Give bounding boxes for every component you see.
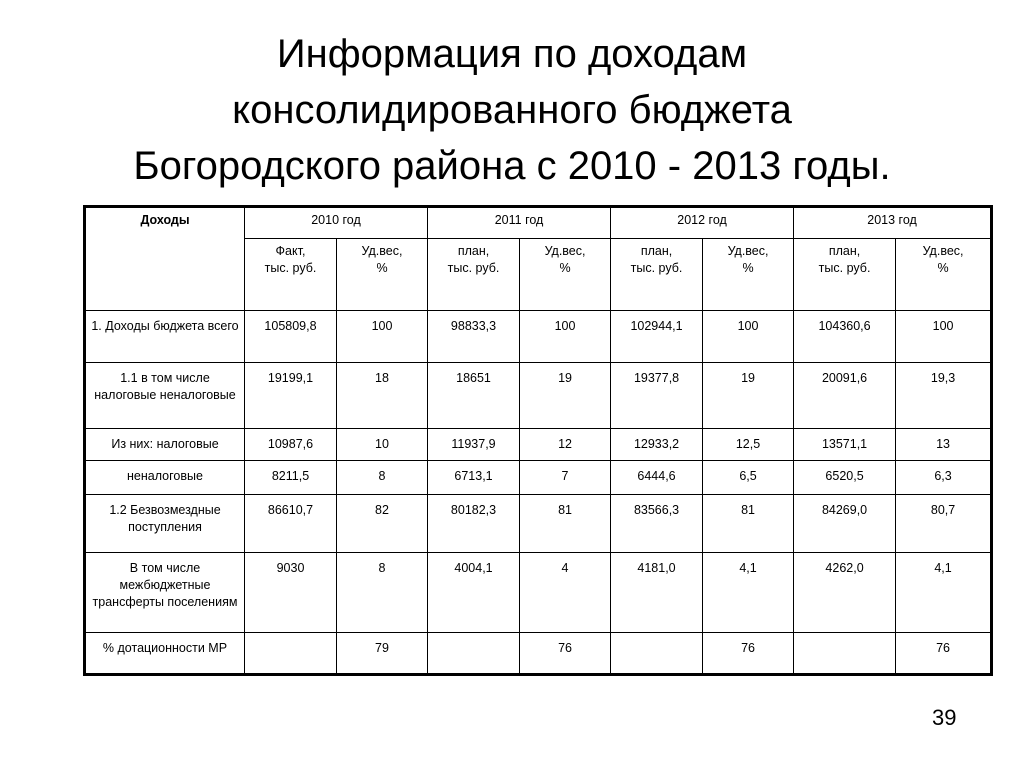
subheader-cell: Уд.вес, %: [896, 239, 992, 311]
value-cell: 6520,5: [794, 461, 896, 495]
value-cell: [794, 633, 896, 675]
subheader-cell: план, тыс. руб.: [611, 239, 703, 311]
value-cell: [611, 633, 703, 675]
title-line-2: консолидированного бюджета: [232, 88, 792, 132]
value-cell: 10987,6: [245, 429, 337, 461]
row-label: 1.2 Безвозмездные поступления: [85, 495, 245, 553]
income-table: [83, 205, 993, 676]
subheader-cell: Факт, тыс. руб.: [245, 239, 337, 311]
value-cell: 4: [520, 553, 611, 633]
value-cell: 19,3: [896, 363, 992, 429]
table-row: [85, 495, 992, 553]
table-row: [85, 429, 992, 461]
value-cell: 76: [520, 633, 611, 675]
value-cell: 81: [520, 495, 611, 553]
value-cell: 19377,8: [611, 363, 703, 429]
value-cell: 8: [337, 461, 428, 495]
value-cell: 105809,8: [245, 311, 337, 363]
value-cell: [245, 633, 337, 675]
row-label: 1. Доходы бюджета всего: [85, 311, 245, 363]
table-row: [85, 461, 992, 495]
value-cell: 10: [337, 429, 428, 461]
subheader-cell: план, тыс. руб.: [428, 239, 520, 311]
value-cell: 82: [337, 495, 428, 553]
value-cell: 11937,9: [428, 429, 520, 461]
value-cell: 13571,1: [794, 429, 896, 461]
value-cell: 4181,0: [611, 553, 703, 633]
value-cell: 4,1: [703, 553, 794, 633]
value-cell: 4004,1: [428, 553, 520, 633]
value-cell: 7: [520, 461, 611, 495]
value-cell: 100: [703, 311, 794, 363]
value-cell: 12933,2: [611, 429, 703, 461]
header-year: 2011 год: [428, 207, 611, 239]
value-cell: 6713,1: [428, 461, 520, 495]
subheader-cell: план, тыс. руб.: [794, 239, 896, 311]
value-cell: 12,5: [703, 429, 794, 461]
value-cell: 4,1: [896, 553, 992, 633]
value-cell: 84269,0: [794, 495, 896, 553]
value-cell: 83566,3: [611, 495, 703, 553]
value-cell: 86610,7: [245, 495, 337, 553]
value-cell: 6,3: [896, 461, 992, 495]
value-cell: 81: [703, 495, 794, 553]
title-line-1: Информация по доходам: [276, 32, 748, 76]
row-label: 1.1 в том числе налоговые неналоговые: [85, 363, 245, 429]
subheader-cell: Уд.вес, %: [337, 239, 428, 311]
row-label: В том числе межбюджетные трансферты поселениям: [85, 553, 245, 633]
subheader-cell: Уд.вес, %: [520, 239, 611, 311]
value-cell: 98833,3: [428, 311, 520, 363]
header-year: 2010 год: [245, 207, 428, 239]
table-row: [85, 311, 992, 363]
value-cell: 18651: [428, 363, 520, 429]
value-cell: 80,7: [896, 495, 992, 553]
row-label: % дотационности МР: [85, 633, 245, 675]
table-row: [85, 363, 992, 429]
value-cell: 8: [337, 553, 428, 633]
header-income: Доходы: [85, 207, 245, 311]
value-cell: 19: [520, 363, 611, 429]
value-cell: 100: [337, 311, 428, 363]
value-cell: 19: [703, 363, 794, 429]
value-cell: 13: [896, 429, 992, 461]
value-cell: 20091,6: [794, 363, 896, 429]
value-cell: 79: [337, 633, 428, 675]
page-number: 39: [932, 705, 957, 730]
value-cell: 100: [520, 311, 611, 363]
title-line-3: Богородского района с 2010 - 2013 годы.: [133, 144, 891, 188]
header-year: 2012 год: [611, 207, 794, 239]
value-cell: 6,5: [703, 461, 794, 495]
row-label: Из них: налоговые: [85, 429, 245, 461]
value-cell: 104360,6: [794, 311, 896, 363]
value-cell: 4262,0: [794, 553, 896, 633]
year-header-row: [85, 207, 992, 239]
value-cell: 8211,5: [245, 461, 337, 495]
value-cell: 100: [896, 311, 992, 363]
value-cell: 19199,1: [245, 363, 337, 429]
subheader-cell: Уд.вес, %: [703, 239, 794, 311]
value-cell: 102944,1: [611, 311, 703, 363]
slide-title: [0, 26, 1024, 194]
value-cell: 12: [520, 429, 611, 461]
value-cell: 76: [703, 633, 794, 675]
table-body: [85, 311, 992, 675]
value-cell: 9030: [245, 553, 337, 633]
row-label: неналоговые: [85, 461, 245, 495]
value-cell: 18: [337, 363, 428, 429]
table-row: [85, 633, 992, 675]
value-cell: [428, 633, 520, 675]
table-row: [85, 553, 992, 633]
header-year: 2013 год: [794, 207, 992, 239]
value-cell: 6444,6: [611, 461, 703, 495]
value-cell: 76: [896, 633, 992, 675]
value-cell: 80182,3: [428, 495, 520, 553]
